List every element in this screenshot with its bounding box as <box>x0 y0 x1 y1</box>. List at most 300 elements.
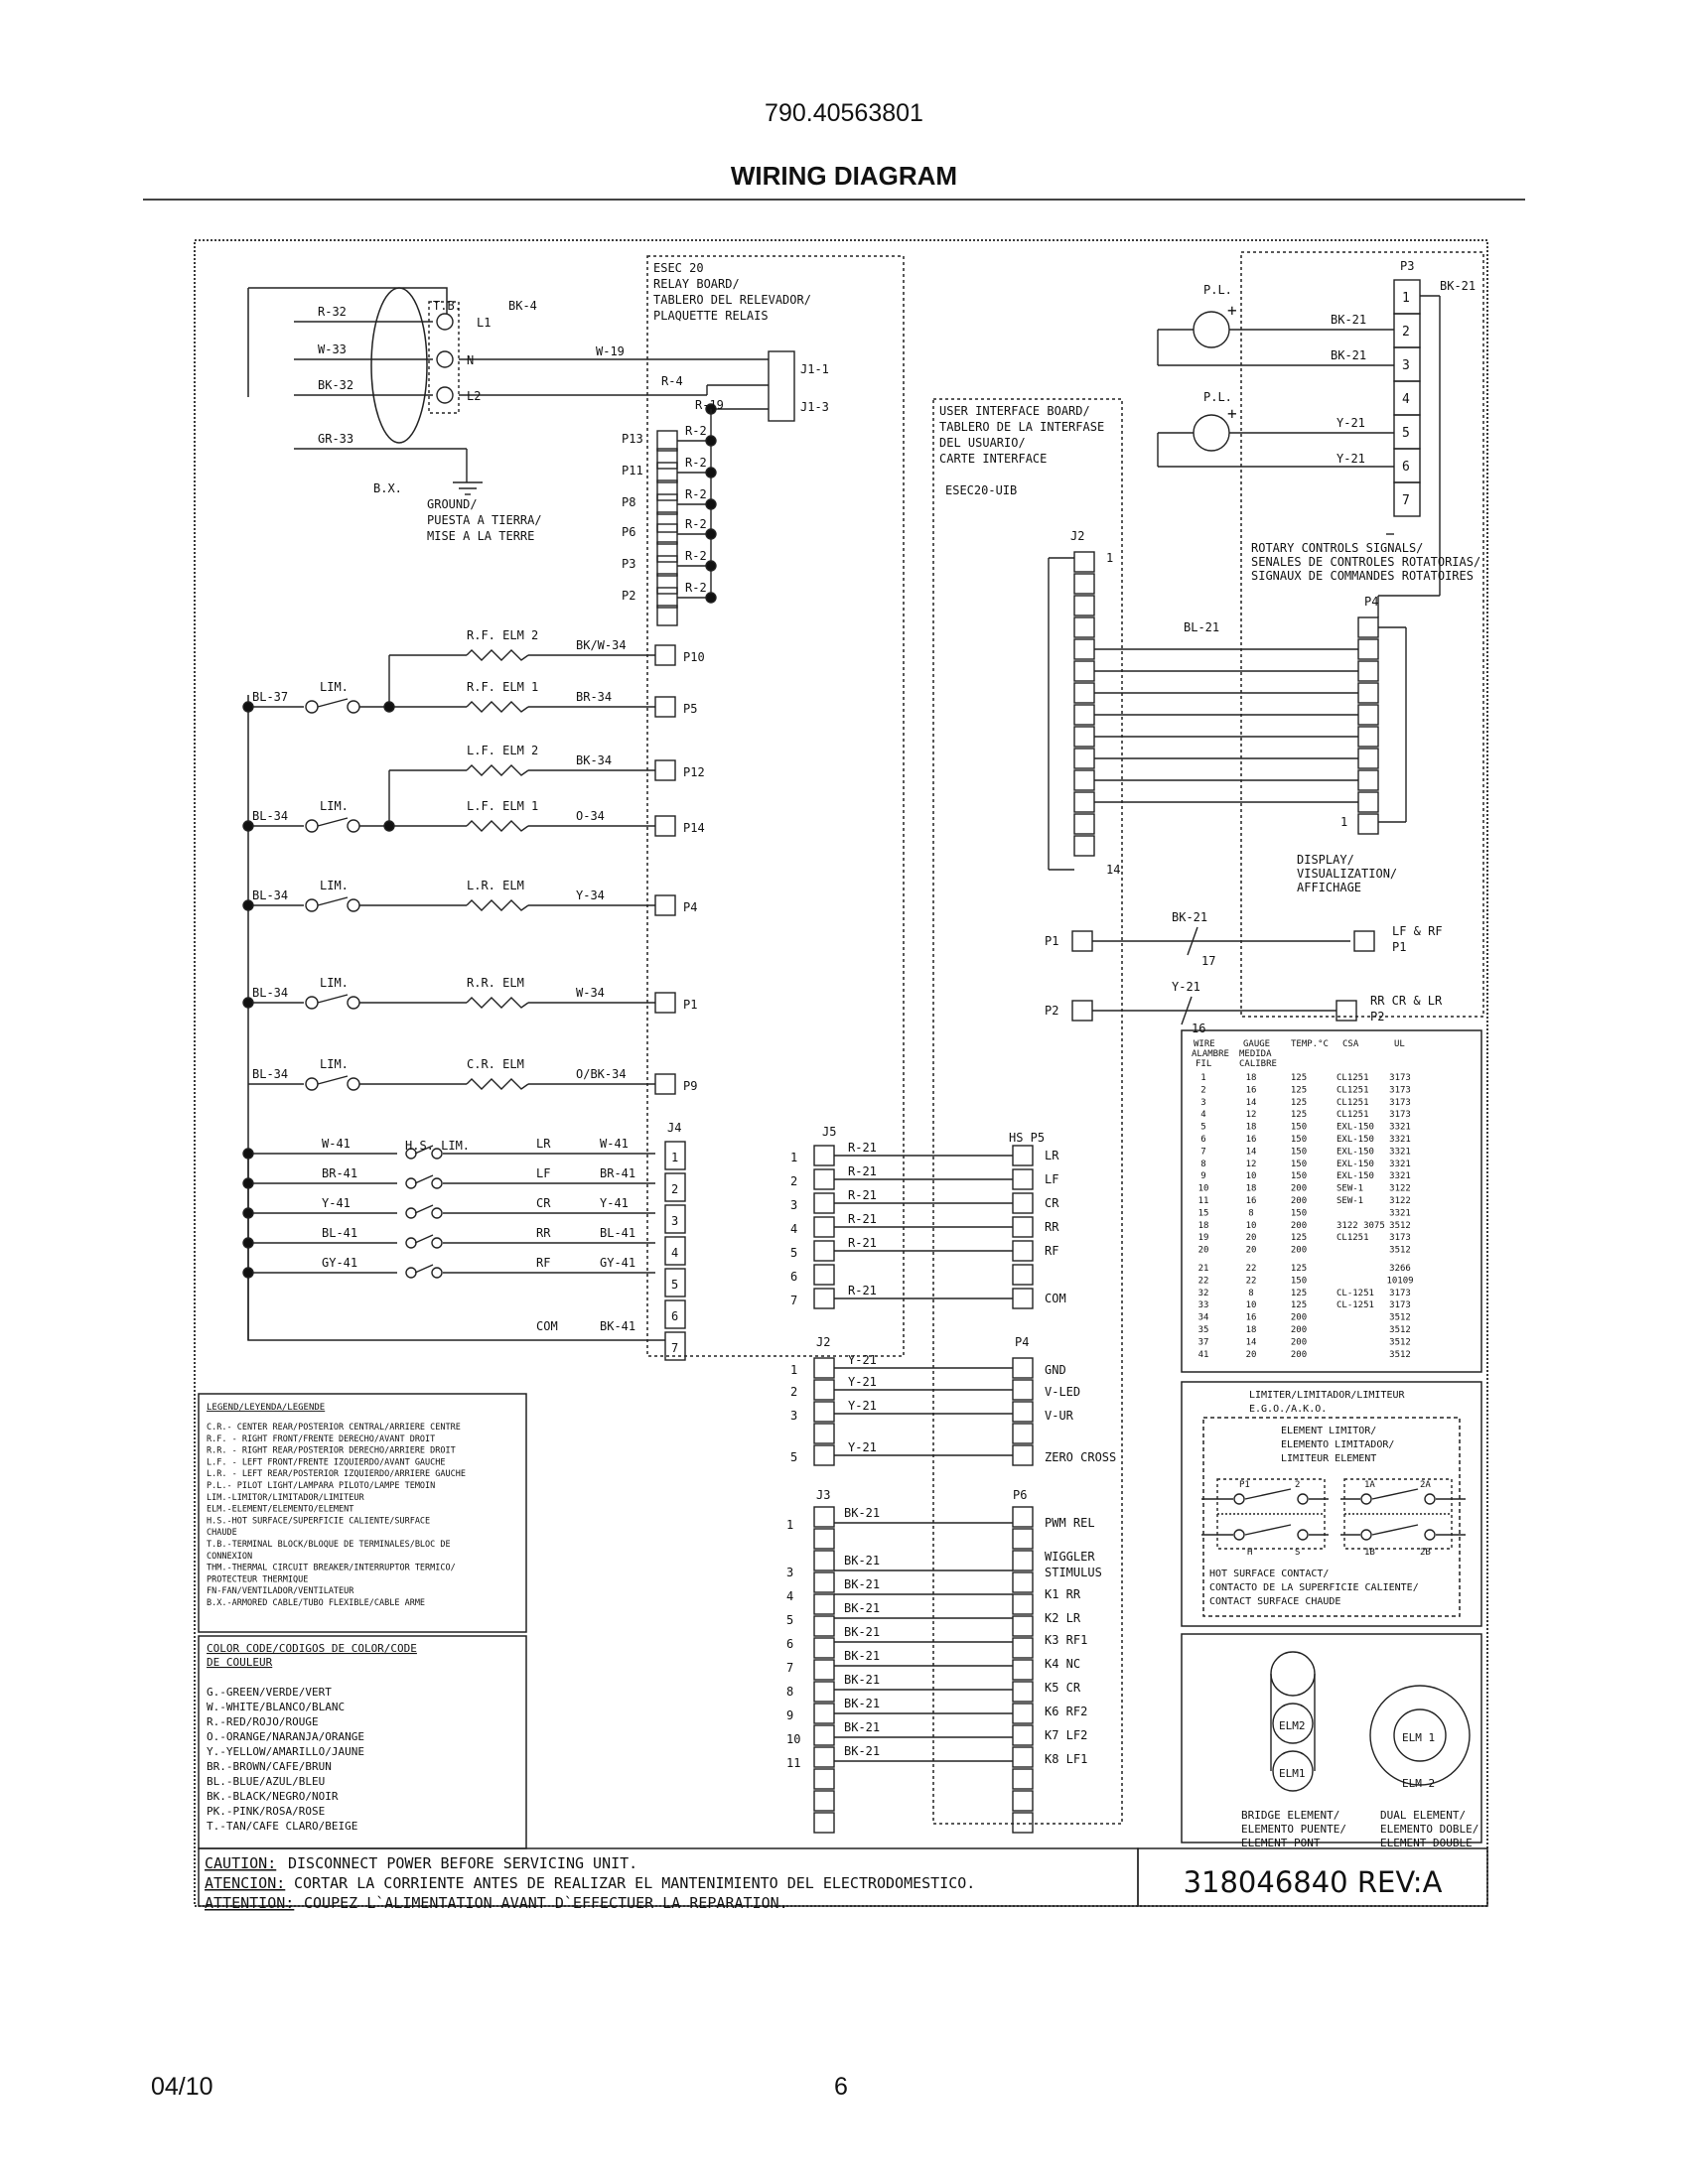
element-wire-label: W-34 <box>576 986 605 1000</box>
color-code-line: W.-WHITE/BLANCO/BLANC <box>207 1701 346 1713</box>
wire-table-cell: 3512 <box>1389 1325 1411 1335</box>
color-code-line: PK.-PINK/ROSA/ROSE <box>207 1805 326 1818</box>
junction-dot <box>706 529 716 539</box>
p4-title: P4 <box>1015 1335 1030 1349</box>
wire-table-cell: 3321 <box>1389 1147 1411 1158</box>
color-code-line: O.-ORANGE/NARANJA/ORANGE <box>207 1730 364 1743</box>
heating-element-symbol <box>467 998 528 1008</box>
hs-right-label: BR-41 <box>600 1166 636 1180</box>
j3-pin <box>814 1682 834 1702</box>
j2-lower-pin <box>814 1445 834 1465</box>
rotary-signals-label: SENALES DE CONTROLES ROTATORIAS/ <box>1251 555 1481 569</box>
relay-plug <box>657 494 677 514</box>
limiter-contact <box>348 899 359 911</box>
limiter-terminal-label: P1 <box>1239 1480 1250 1490</box>
relay-pin <box>655 1074 675 1094</box>
j3-wire-label: BK-21 <box>844 1649 881 1663</box>
dual-elm2: ELM 2 <box>1402 1777 1436 1790</box>
wire-table-cell: 33 <box>1197 1300 1209 1311</box>
uib-label: TABLERO DE LA INTERFASE <box>939 420 1105 434</box>
footer-date: 04/10 <box>151 2073 213 2101</box>
p4-pin <box>1358 661 1378 681</box>
limiter-contact <box>306 701 318 713</box>
wire-table-cell: 125 <box>1290 1233 1308 1244</box>
j3-pin-number: 6 <box>786 1637 794 1651</box>
hs-contact <box>406 1238 416 1248</box>
wire-table-cell: 3173 <box>1389 1300 1411 1311</box>
junction-dot <box>706 593 716 603</box>
relay-plug-label: P3 <box>622 557 636 571</box>
limiter-terminal <box>1234 1494 1244 1504</box>
supply-wire-label: W-33 <box>318 342 347 356</box>
hs-p5-pin <box>1013 1241 1033 1261</box>
wire-table-cell: 3 <box>1200 1097 1206 1108</box>
j5-wire-label: R-21 <box>848 1284 877 1297</box>
wire-table-cell: 150 <box>1290 1159 1308 1169</box>
caution-fr-text: COUPEZ L`ALIMENTATION AVANT D`EFFECTUER LA REPARATION. <box>304 1894 788 1912</box>
j4-pin-number: 1 <box>671 1151 679 1164</box>
hs-p5-label: CR <box>1045 1196 1059 1210</box>
j2-wire-label: Y-21 <box>848 1375 877 1389</box>
hs-p5-label: RR <box>1045 1220 1059 1234</box>
element-label: C.R. ELM <box>467 1057 524 1071</box>
hot-surface-label: HOT SURFACE CONTACT/ <box>1209 1569 1330 1579</box>
limiter-contact <box>306 820 318 832</box>
p6-signal-label: K2 LR <box>1045 1611 1081 1625</box>
p3-pin-number: 1 <box>1402 291 1410 306</box>
limiter-blade <box>1245 1525 1291 1535</box>
wire-table-cell: 3512 <box>1389 1220 1411 1231</box>
element-label: L.R. ELM <box>467 879 524 892</box>
legend-line: C.R.- CENTER REAR/POSTERIOR CENTRAL/ARRIERE CENTRE <box>207 1423 461 1433</box>
j4-pin-number: 5 <box>671 1278 679 1292</box>
wire-table-subheader: ALAMBRE <box>1192 1049 1229 1059</box>
j3-pin <box>814 1594 834 1614</box>
limiter-terminal <box>1298 1494 1308 1504</box>
wire-table-cell: 3173 <box>1389 1288 1411 1298</box>
hs-mid-label: LR <box>536 1137 551 1151</box>
j2-first-pin: 1 <box>1106 551 1114 565</box>
wire-table-cell: 200 <box>1290 1325 1308 1335</box>
limiter-blade <box>318 1076 348 1084</box>
p6-pin <box>1013 1791 1033 1811</box>
limiter-terminal-label: 2 <box>1295 1480 1301 1490</box>
hs-mid-label: COM <box>536 1319 558 1333</box>
r2-label: R-2 <box>685 517 707 531</box>
p6-signal-label: PWM REL <box>1045 1516 1095 1530</box>
j5-pin <box>814 1241 834 1261</box>
j4-pin-number: 2 <box>671 1182 679 1196</box>
wire-table-cell: 15 <box>1197 1208 1209 1219</box>
wire-table-cell: 18 <box>1245 1073 1257 1083</box>
color-code-line: R.-RED/ROJO/ROUGE <box>207 1715 319 1728</box>
caution-es-text: CORTAR LA CORRIENTE ANTES DE REALIZAR EL MANTENIMIENTO DEL ELECTRODOMESTICO. <box>294 1874 976 1892</box>
j1-pin-label: J1-3 <box>800 400 829 414</box>
limiter-contact <box>306 899 318 911</box>
j4-pin-number: 7 <box>671 1341 679 1355</box>
wire-table-cell: 3173 <box>1389 1085 1411 1096</box>
wire-table-subheader: FIL <box>1196 1059 1212 1069</box>
legend-line: R.F. - RIGHT FRONT/FRENTE DERECHO/AVANT DROIT <box>207 1433 436 1444</box>
p6-pin <box>1013 1813 1033 1833</box>
legend-line: CONNEXION <box>207 1551 253 1562</box>
wire-table-cell: 150 <box>1290 1147 1308 1158</box>
legend-line: H.S.-HOT SURFACE/SUPERFICIE CALIENTE/SURFACE <box>207 1516 431 1527</box>
hs-blade <box>415 1265 433 1273</box>
wire-table-cell: 8 <box>1248 1208 1254 1219</box>
wire-table-cell: 3173 <box>1389 1110 1411 1121</box>
wire-table-cell: 7 <box>1200 1147 1206 1158</box>
hs-left-label: BL-41 <box>322 1226 358 1240</box>
heating-element-symbol <box>467 1079 528 1089</box>
uib-label: CARTE INTERFACE <box>939 452 1048 466</box>
p6-pin <box>1013 1660 1033 1680</box>
wire-table-subheader: CALIBRE <box>1239 1059 1277 1069</box>
j5-pin-number: 4 <box>790 1222 798 1236</box>
j2-pin <box>1074 596 1094 615</box>
relay-plug <box>657 588 677 608</box>
hs-left-label: BR-41 <box>322 1166 358 1180</box>
p6-pin <box>1013 1572 1033 1592</box>
j2-pin <box>1074 814 1094 834</box>
wire-table-cell: 3321 <box>1389 1159 1411 1169</box>
j5-pin <box>814 1289 834 1308</box>
j3-wire-label: BK-21 <box>844 1720 881 1734</box>
terminal-block <box>429 302 459 413</box>
relay-plug <box>657 542 677 562</box>
j2-pin-number: 2 <box>790 1385 798 1399</box>
bridge-element-outer <box>1271 1652 1315 1696</box>
wire-table-cell: 18 <box>1245 1183 1257 1194</box>
uib-p4-label: P4 <box>1364 595 1379 609</box>
hs-right-label: GY-41 <box>600 1256 636 1270</box>
j2-title: J2 <box>816 1335 831 1349</box>
element-label: R.F. ELM 2 <box>467 628 539 642</box>
wire-table-cell: 4 <box>1200 1110 1206 1121</box>
wire-table-cell: 18 <box>1245 1122 1257 1133</box>
limiter-title: LIMITER/LIMITADOR/LIMITEUR <box>1249 1390 1405 1401</box>
relay-pin-label: P14 <box>683 821 705 835</box>
p4-lower-pin <box>1013 1358 1033 1378</box>
j5-pin-number: 7 <box>790 1294 798 1307</box>
hs-p5-title: HS P5 <box>1009 1131 1046 1145</box>
wire-table-cell: 150 <box>1290 1208 1308 1219</box>
p3-pin-number: 6 <box>1402 460 1410 475</box>
wire-table-header: UL <box>1394 1039 1405 1049</box>
wire-table-cell: 3321 <box>1389 1208 1411 1219</box>
wire-table-cell: 3122 <box>1389 1196 1411 1206</box>
relay-pin <box>655 993 675 1013</box>
j2-wire-label: Y-21 <box>848 1353 877 1367</box>
wire-table-cell: 37 <box>1197 1337 1209 1348</box>
wire-table-cell: 200 <box>1290 1312 1308 1323</box>
j5-pin-number: 5 <box>790 1246 798 1260</box>
p4-lower-pin <box>1013 1402 1033 1422</box>
p4-lower-pin <box>1013 1445 1033 1465</box>
j3-wire-label: BK-21 <box>844 1744 881 1758</box>
wire-table-cell: CL1251 <box>1336 1110 1369 1121</box>
relay-pin-label: P12 <box>683 765 705 779</box>
r2-label: R-2 <box>685 487 707 501</box>
element-wire-label: BR-34 <box>576 690 613 704</box>
wire-table-cell: 125 <box>1290 1110 1308 1121</box>
hs-p5-label: RF <box>1045 1244 1059 1258</box>
hs-p5-pin <box>1013 1169 1033 1189</box>
relay-plug <box>657 556 677 576</box>
hs-right-label: BL-41 <box>600 1226 636 1240</box>
dual-elm1: ELM 1 <box>1402 1731 1436 1744</box>
wire-table-cell: 3321 <box>1389 1171 1411 1182</box>
j3-pin <box>814 1791 834 1811</box>
relay-pin <box>655 760 675 780</box>
relay-board-label: ESEC 20 <box>653 261 704 275</box>
wire-table-cell: 125 <box>1290 1264 1308 1274</box>
relay-plug-label: P11 <box>622 464 643 478</box>
p4-pin <box>1358 639 1378 659</box>
terminal-screw <box>437 351 453 367</box>
limiter-blade <box>1372 1525 1418 1535</box>
hs-p5-pin <box>1013 1265 1033 1285</box>
element-wire-label: Y-34 <box>576 888 605 902</box>
j3-wire-label: BK-21 <box>844 1697 881 1710</box>
supply-wire-label: BL-34 <box>252 888 289 902</box>
terminal-label: L2 <box>467 389 482 403</box>
relay-plug-label: P6 <box>622 525 636 539</box>
wire-table-cell: 150 <box>1290 1171 1308 1182</box>
p6-signal-label: K1 RR <box>1045 1587 1081 1601</box>
relay-board-label: PLAQUETTE RELAIS <box>653 309 769 323</box>
j3-wire-label: BK-21 <box>844 1673 881 1687</box>
p6-signal-label: K4 NC <box>1045 1657 1081 1671</box>
hs-p5-label: COM <box>1045 1292 1066 1305</box>
wire-table-cell: 6 <box>1200 1135 1206 1145</box>
j5-pin-number: 2 <box>790 1174 798 1188</box>
hs-p5-label: LR <box>1045 1149 1059 1162</box>
hs-contact <box>406 1208 416 1218</box>
pilot-plus: + <box>1227 404 1237 423</box>
junction-dot <box>384 702 394 712</box>
wire-table-cell: SEW-1 <box>1336 1196 1364 1206</box>
j3-pin-number: 8 <box>786 1685 794 1699</box>
uib-label: USER INTERFACE BOARD/ <box>939 404 1090 418</box>
hs-mid-label: RR <box>536 1226 551 1240</box>
wire-table-cell: 3122 <box>1389 1183 1411 1194</box>
wire-table-cell: 8 <box>1200 1159 1206 1169</box>
j2-pin <box>1074 836 1094 856</box>
supply-wire-label: BK-32 <box>318 378 354 392</box>
j5-pin <box>814 1169 834 1189</box>
color-code-line: T.-TAN/CAFE CLARO/BEIGE <box>207 1820 358 1833</box>
junction-dot <box>706 561 716 571</box>
j2-lower-pin <box>814 1402 834 1422</box>
r2-label: R-2 <box>685 456 707 470</box>
limiter-terminal <box>1361 1530 1371 1540</box>
legend-line: R.R. - RIGHT REAR/POSTERIOR DERECHO/ARRIERE DROIT <box>207 1445 456 1456</box>
p4-lower-pin <box>1013 1380 1033 1400</box>
junction-dot <box>243 1268 253 1278</box>
j2-pin <box>1074 574 1094 594</box>
wire-table-cell: 12 <box>1245 1110 1257 1121</box>
wire-table-cell: 14 <box>1245 1337 1257 1348</box>
y21-label: Y-21 <box>1172 980 1200 994</box>
hs-contact <box>432 1268 442 1278</box>
p4-signal-label: V-UR <box>1045 1409 1073 1423</box>
p6-signal-label: K5 CR <box>1045 1681 1081 1695</box>
relay-plug-label: P8 <box>622 495 636 509</box>
p4-signal-label: GND <box>1045 1363 1066 1377</box>
caution-es: ATENCION: <box>205 1874 286 1892</box>
p6-pin <box>1013 1616 1033 1636</box>
wire-table-cell: EXL-150 <box>1336 1122 1374 1133</box>
j2-pin <box>1074 661 1094 681</box>
relay-plug <box>657 574 677 594</box>
supply-wire-label: GR-33 <box>318 432 354 446</box>
p3-pin-number: 3 <box>1402 358 1410 373</box>
j5-wire-label: R-21 <box>848 1188 877 1202</box>
r2-label: R-2 <box>685 549 707 563</box>
color-code-line: BR.-BROWN/CAFE/BRUN <box>207 1760 332 1773</box>
bridge-elm2: ELM2 <box>1279 1719 1306 1732</box>
limiter-contact <box>306 1078 318 1090</box>
legend-line: B.X.-ARMORED CABLE/TUBO FLEXIBLE/CABLE ARME <box>207 1598 426 1608</box>
j1-pin-label: J1-1 <box>800 362 829 376</box>
wire-table-cell: EXL-150 <box>1336 1171 1374 1182</box>
j2-pin <box>1074 552 1094 572</box>
p4-pin <box>1358 727 1378 747</box>
limiter-label: LIM. <box>320 680 349 694</box>
wire-table-cell: 10109 <box>1386 1276 1414 1287</box>
wire-table-cell: 16 <box>1245 1312 1257 1323</box>
wire-table-cell: 18 <box>1197 1220 1209 1231</box>
p3-pin-number: 4 <box>1402 392 1410 407</box>
wire-table-cell: 3173 <box>1389 1233 1411 1244</box>
wire-table-cell: 9 <box>1200 1171 1206 1182</box>
element-label: L.F. ELM 1 <box>467 799 539 813</box>
legend-line: THM.-THERMAL CIRCUIT BREAKER/INTERRUPTOR TERMICO/ <box>207 1563 456 1573</box>
j3-pin <box>814 1725 834 1745</box>
heating-element-symbol <box>467 702 528 712</box>
p4-pin <box>1358 749 1378 768</box>
wire-table-cell: CL1251 <box>1336 1097 1369 1108</box>
color-code-line: BK.-BLACK/NEGRO/NOIR <box>207 1790 339 1803</box>
rotary-signals-label: ROTARY CONTROLS SIGNALS/ <box>1251 541 1424 555</box>
legend-line: PROTECTEUR THERMIQUE <box>207 1574 309 1585</box>
j3-wire-label: BK-21 <box>844 1577 881 1591</box>
limiter-terminal <box>1298 1530 1308 1540</box>
p3-wire-label: BK-21 <box>1331 313 1367 327</box>
relay-pin-label: P5 <box>683 702 698 716</box>
wire-table-cell: 200 <box>1290 1196 1308 1206</box>
limiter-terminal-label: 2B <box>1420 1548 1431 1558</box>
relay-plug <box>657 463 677 482</box>
wire-table-cell: 3173 <box>1389 1097 1411 1108</box>
hot-surface-label: CONTACTO DE LA SUPERFICIE CALIENTE/ <box>1209 1582 1419 1593</box>
wire-table-cell: 16 <box>1245 1135 1257 1145</box>
part-number: 318046840 REV:A <box>1183 1865 1443 1899</box>
wire-count: 16 <box>1192 1022 1206 1035</box>
legend-line: T.B.-TERMINAL BLOCK/BLOQUE DE TERMINALES/BLOC DE <box>207 1540 451 1550</box>
bridge-element-label: ELEMENTO PUENTE/ <box>1241 1823 1346 1836</box>
limiter-terminal-label: 1A <box>1364 1480 1375 1490</box>
limiter-terminal <box>1361 1494 1371 1504</box>
relay-pin-label: P9 <box>683 1079 698 1093</box>
element-wire-label: O-34 <box>576 809 605 823</box>
pilot-light-2 <box>1194 415 1229 451</box>
limiter-contact <box>306 997 318 1009</box>
j2-pin-number: 3 <box>790 1409 798 1423</box>
wire-table-cell: 14 <box>1245 1147 1257 1158</box>
p6-signal-label: K7 LF2 <box>1045 1728 1088 1742</box>
wire-table-cell: CL1251 <box>1336 1085 1369 1096</box>
j3-wire-label: BK-21 <box>844 1506 881 1520</box>
limiter-blade <box>1372 1489 1418 1499</box>
j3-pin-number: 9 <box>786 1708 794 1722</box>
j2-pin <box>1074 617 1094 637</box>
wire-table-cell: 16 <box>1245 1085 1257 1096</box>
j5-pin-number: 3 <box>790 1198 798 1212</box>
hs-contact <box>406 1268 416 1278</box>
display-label: VISUALIZATION/ <box>1297 867 1398 881</box>
limiter-label: LIM. <box>320 1057 349 1071</box>
j3-pin <box>814 1769 834 1789</box>
hs-contact <box>406 1178 416 1188</box>
rrcr-p2: P2 <box>1370 1010 1385 1024</box>
j2-lower-pin <box>814 1358 834 1378</box>
dual-element-label: DUAL ELEMENT/ <box>1380 1809 1467 1822</box>
rotary-signals-label: SIGNAUX DE COMMANDES ROTATOIRES <box>1251 569 1474 583</box>
ground-label: GROUND/ <box>427 497 478 511</box>
j2-pin-number: 5 <box>790 1450 798 1464</box>
limiter-contact <box>348 997 359 1009</box>
wire-table-cell: EXL-150 <box>1336 1159 1374 1169</box>
wire-table-cell: 22 <box>1197 1276 1209 1287</box>
wire-table-cell: 200 <box>1290 1183 1308 1194</box>
legend-line: L.F. - LEFT FRONT/FRENTE IZQUIERDO/AVANT GAUCHE <box>207 1457 446 1468</box>
junction-dot <box>384 821 394 831</box>
relay-pin-label: P1 <box>683 998 698 1012</box>
p4-pin <box>1358 792 1378 812</box>
wire-table-cell: 200 <box>1290 1245 1308 1256</box>
j5-pin <box>814 1146 834 1165</box>
wire-table-cell: 3512 <box>1389 1312 1411 1323</box>
p3-wire-label: Y-21 <box>1336 452 1365 466</box>
p6-pin <box>1013 1725 1033 1745</box>
p6-pin <box>1013 1769 1033 1789</box>
wire-table-cell: 125 <box>1290 1085 1308 1096</box>
j3-pin-number: 11 <box>786 1756 801 1770</box>
j2-lower-pin <box>814 1380 834 1400</box>
legend-line: CHAUDE <box>207 1528 237 1539</box>
p6-pin <box>1013 1682 1033 1702</box>
j2-pin <box>1074 770 1094 790</box>
wire-table-cell: 35 <box>1197 1325 1209 1335</box>
limiter-terminal-label: H <box>1247 1548 1253 1558</box>
terminal-block-label: T.B. <box>433 299 462 313</box>
rrcr-label: RR CR & LR <box>1370 994 1443 1008</box>
p6-pin <box>1013 1551 1033 1570</box>
j5-pin <box>814 1217 834 1237</box>
r4-label: R-4 <box>661 374 683 388</box>
uib-id: ESEC20-UIB <box>945 483 1018 497</box>
relay-plug <box>657 480 677 500</box>
dual-element-label: ELEMENTO DOBLE/ <box>1380 1823 1479 1836</box>
wire-table-cell: 3122 3075 <box>1336 1220 1385 1231</box>
p4-pin <box>1358 705 1378 725</box>
terminal-screw <box>437 387 453 403</box>
relay-pin <box>655 697 675 717</box>
lfrf-pin <box>1354 931 1374 951</box>
caution-fr: ATTENTION: <box>205 1894 295 1912</box>
